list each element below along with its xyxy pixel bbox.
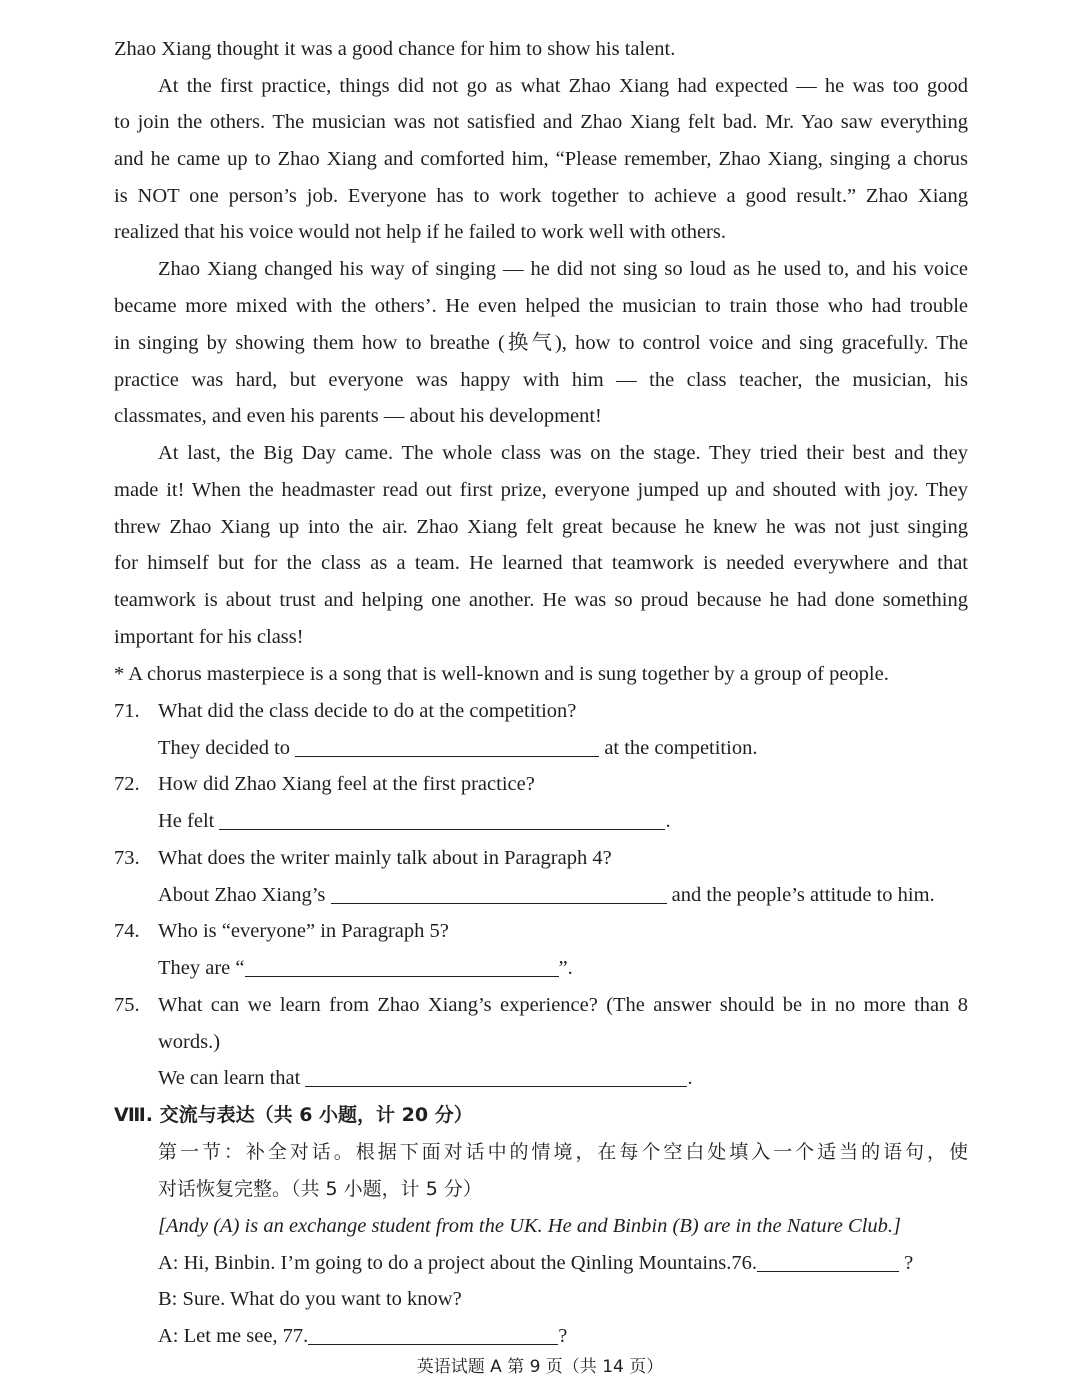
question-74 bbox=[114, 913, 968, 950]
passage-line: made it! When the headmaster read out first prize, everyone jumped up and shouted with joy. They bbox=[114, 479, 968, 501]
answer-72 bbox=[158, 803, 968, 840]
answer-suffix: . bbox=[687, 1067, 693, 1089]
answer-blank-73[interactable] bbox=[331, 881, 667, 904]
section-instruction: 第一节：补全对话。根据下面对话中的情境，在每个空白处填入一个适当的语句，使 bbox=[158, 1141, 968, 1163]
question-75 bbox=[114, 987, 968, 1024]
answer-blank-75[interactable] bbox=[305, 1064, 687, 1087]
footnote: * A chorus masterpiece is a song that is well-known and is sung together by a group of people. bbox=[114, 663, 889, 685]
answer-prefix: We can learn that bbox=[158, 1067, 301, 1089]
answer-blank-72[interactable] bbox=[219, 807, 665, 830]
question-75-cont: words.) bbox=[158, 1031, 221, 1053]
section-instruction: 对话恢复完整。（共 5 小题，计 5 分） bbox=[158, 1178, 482, 1200]
page-footer: 英语试题 A 第 9 页（共 14 页） bbox=[416, 1357, 664, 1377]
passage-line: threw Zhao Xiang up into the air. Zhao Xiang felt great because he knew he was not just singing bbox=[114, 516, 968, 538]
answer-73 bbox=[158, 877, 968, 914]
answer-prefix: They decided to bbox=[158, 737, 291, 759]
passage-line: important for his class! bbox=[114, 626, 304, 648]
answer-blank-74[interactable] bbox=[245, 954, 559, 977]
answer-prefix: He felt bbox=[158, 810, 215, 832]
answer-suffix: . bbox=[665, 810, 671, 832]
passage-line: classmates, and even his parents — about his development! bbox=[114, 405, 602, 427]
answer-suffix: ”. bbox=[558, 957, 573, 979]
question-text: How did Zhao Xiang feel at the first practice? bbox=[158, 773, 535, 795]
answer-prefix: About Zhao Xiang’s bbox=[158, 884, 326, 906]
passage-line: to join the others. The musician was not satisfied and Zhao Xiang felt bad. Mr. Yao saw everything bbox=[114, 111, 968, 133]
answer-blank-77[interactable] bbox=[308, 1322, 558, 1345]
dialogue-suffix: ? bbox=[904, 1252, 914, 1274]
question-73 bbox=[114, 840, 968, 877]
answer-prefix: They are “ bbox=[158, 957, 245, 979]
answer-suffix: and the people’s attitude to him. bbox=[671, 884, 935, 906]
passage-line: in singing by showing them how to breathe (换气), how to control voice and sing gracefully. The bbox=[114, 332, 968, 354]
passage-line: became more mixed with the others’. He even helped the musician to train those who had trouble bbox=[114, 295, 968, 317]
answer-suffix: at the competition. bbox=[604, 737, 758, 759]
dialogue-line: B: Sure. What do you want to know? bbox=[158, 1288, 462, 1310]
answer-74 bbox=[158, 950, 968, 987]
passage-line: At the first practice, things did not go as what Zhao Xiang had expected — he was too good bbox=[158, 75, 968, 97]
question-number: 73. bbox=[114, 847, 140, 869]
dialogue-suffix: ? bbox=[558, 1325, 568, 1347]
passage-line: Zhao Xiang thought it was a good chance for him to show his talent. bbox=[114, 38, 676, 60]
question-71 bbox=[114, 693, 968, 730]
passage-line: and he came up to Zhao Xiang and comforted him, “Please remember, Zhao Xiang, singing a chorus bbox=[114, 148, 968, 170]
question-text: What can we learn from Zhao Xiang’s experience? (The answer should be in no more than 8 bbox=[158, 994, 968, 1016]
dialogue-line-77 bbox=[158, 1318, 968, 1355]
question-number: 71. bbox=[114, 700, 140, 722]
passage-line: is NOT one person’s job. Everyone has to work together to achieve a good result.” Zhao Xiang bbox=[114, 185, 968, 207]
passage-line: for himself but for the class as a team. He learned that teamwork is needed everywhere and that bbox=[114, 552, 968, 574]
passage-line: realized that his voice would not help if he failed to work well with others. bbox=[114, 221, 726, 243]
dialogue-text: A: Let me see, 77. bbox=[158, 1325, 309, 1347]
question-text: What does the writer mainly talk about in Paragraph 4? bbox=[158, 847, 612, 869]
question-number: 74. bbox=[114, 920, 140, 942]
passage-line: practice was hard, but everyone was happy with him — the class teacher, the musician, his bbox=[114, 369, 968, 391]
answer-blank-71[interactable] bbox=[295, 734, 599, 757]
answer-blank-76[interactable] bbox=[757, 1249, 899, 1272]
question-number: 72. bbox=[114, 773, 140, 795]
answer-71 bbox=[158, 730, 968, 767]
dialogue-text: A: Hi, Binbin. I’m going to do a project about the Qinling Mountains.76. bbox=[158, 1252, 757, 1274]
dialogue-line-76 bbox=[158, 1245, 968, 1282]
question-text: Who is “everyone” in Paragraph 5? bbox=[158, 920, 449, 942]
question-72 bbox=[114, 766, 968, 803]
passage-line: At last, the Big Day came. The whole class was on the stage. They tried their best and they bbox=[158, 442, 968, 464]
passage-line: teamwork is about trust and helping one another. He was so proud because he had done something bbox=[114, 589, 968, 611]
dialogue-context: [Andy (A) is an exchange student from the UK. He and Binbin (B) are in the Nature Club.] bbox=[158, 1215, 902, 1237]
question-number: 75. bbox=[114, 994, 140, 1016]
answer-75 bbox=[158, 1060, 968, 1097]
question-text: What did the class decide to do at the competition? bbox=[158, 700, 577, 722]
section-title: Ⅷ. 交流与表达（共 6 小题，计 20 分） bbox=[114, 1104, 473, 1126]
passage-line: Zhao Xiang changed his way of singing — he did not sing so loud as he used to, and his voice bbox=[158, 258, 968, 280]
